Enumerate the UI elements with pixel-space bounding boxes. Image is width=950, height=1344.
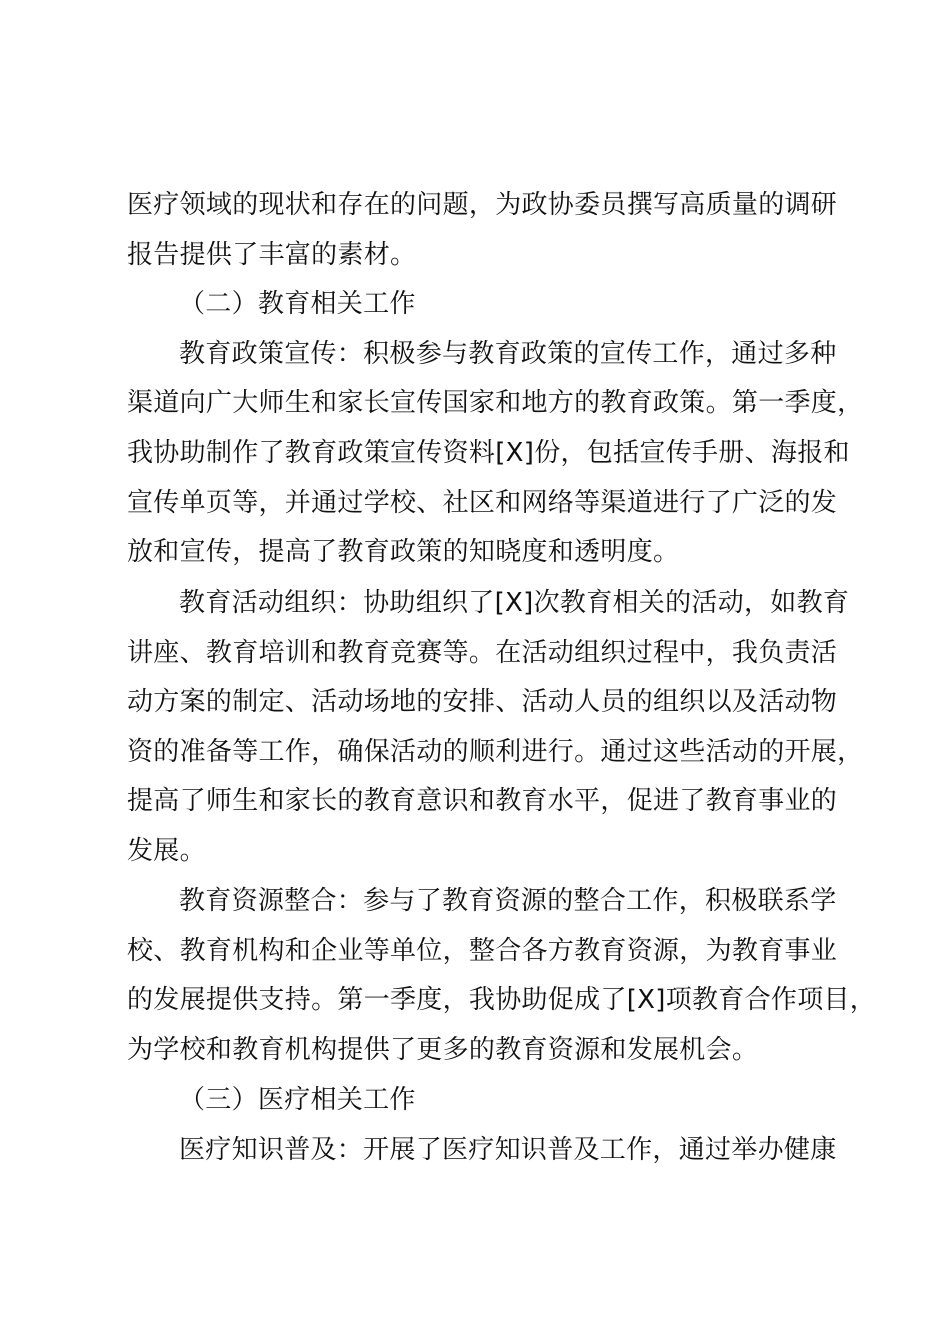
text-line: 报告提供了丰富的素材。 — [127, 240, 417, 270]
paragraph-start-line: 医疗知识普及：开展了医疗知识普及工作，通过举办健康 — [179, 1135, 837, 1165]
text-line: 为学校和教育机构提供了更多的教育资源和发展机会。 — [127, 1035, 759, 1065]
text-line: 我协助制作了教育政策宣传资料[X]份，包括宣传手册、海报和 — [127, 438, 850, 468]
text-line: 校、教育机构和企业等单位，整合各方教育资源，为教育事业 — [127, 936, 838, 966]
text-line: 讲座、教育培训和教育竞赛等。在活动组织过程中，我负责活 — [127, 638, 838, 668]
section-heading-education: （二）教育相关工作 — [179, 289, 416, 319]
text-line: 宣传单页等，并通过学校、社区和网络等渠道进行了广泛的发 — [127, 488, 838, 518]
paragraph-start-line: 教育活动组织：协助组织了[X]次教育相关的活动，如教育 — [179, 588, 850, 618]
paragraph-start-line: 教育政策宣传：积极参与教育政策的宣传工作，通过多种 — [179, 339, 837, 369]
text-line: 发展。 — [127, 836, 206, 866]
text-line: 放和宣传，提高了教育政策的知晓度和透明度。 — [127, 537, 680, 567]
section-heading-medical: （三）医疗相关工作 — [179, 1085, 416, 1115]
text-line: 医疗领域的现状和存在的问题，为政协委员撰写高质量的调研 — [127, 190, 838, 220]
text-line: 动方案的制定、活动场地的安排、活动人员的组织以及活动物 — [127, 687, 838, 717]
paragraph-start-line: 教育资源整合：参与了教育资源的整合工作，积极联系学 — [179, 886, 837, 916]
text-line: 资的准备等工作，确保活动的顺利进行。通过这些活动的开展， — [127, 737, 864, 767]
text-line: 渠道向广大师生和家长宣传国家和地方的教育政策。第一季度， — [127, 388, 864, 418]
text-line: 的发展提供支持。第一季度，我协助促成了[X]项教育合作项目， — [127, 985, 877, 1015]
text-line: 提高了师生和家长的教育意识和教育水平，促进了教育事业的 — [127, 786, 838, 816]
